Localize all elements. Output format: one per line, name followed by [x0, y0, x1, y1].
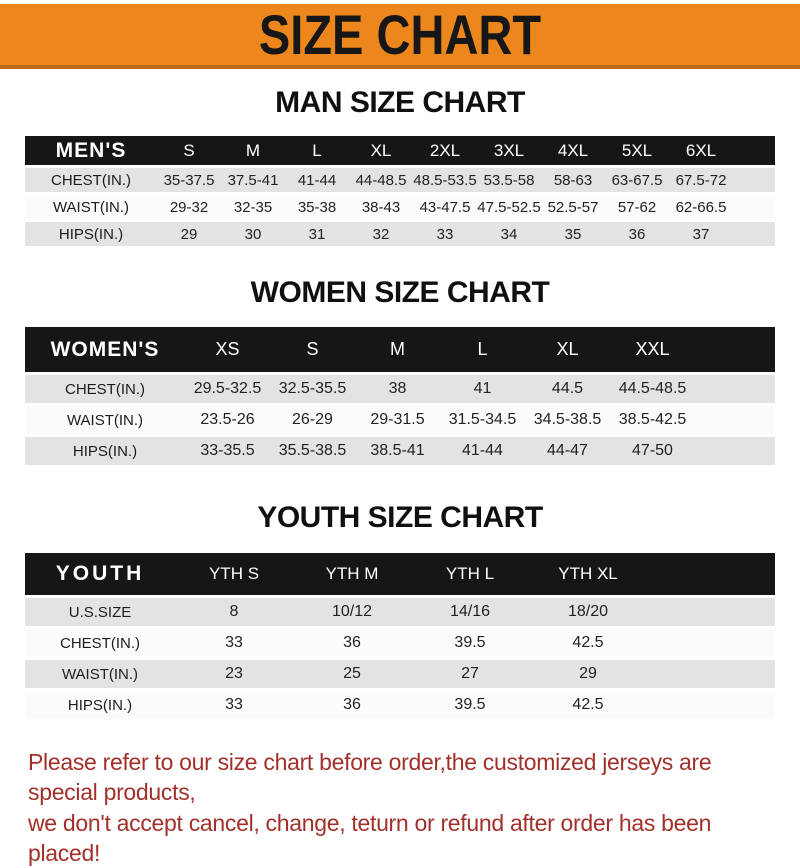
footer-disclaimer-line2: we don't accept cancel, change, teturn or refund after order has been placed! [28, 809, 712, 867]
column-header: 4XL [557, 140, 589, 160]
table-row [25, 406, 775, 434]
size-cell: 26-29 [292, 411, 333, 428]
size-cell: 33 [436, 225, 454, 243]
column-header: S [306, 339, 319, 359]
size-cell: 44-48.5 [355, 171, 407, 189]
spacer-cell [695, 437, 775, 465]
size-cell: 44.5-48.5 [618, 380, 687, 397]
size-cell: 42.5 [572, 696, 604, 713]
size-cell: 35 [564, 225, 582, 243]
size-cell: 29-32 [169, 198, 209, 216]
section-heading-youth: YOUTH SIZE CHART [257, 501, 543, 534]
column-header: 6XL [685, 140, 717, 160]
size-cell: 8 [229, 603, 239, 620]
table-row [25, 168, 775, 192]
spacer-cell [647, 598, 775, 626]
size-cell: 53.5-58 [483, 171, 535, 189]
size-cell: 39.5 [454, 696, 486, 713]
size-cell: 29 [180, 225, 198, 243]
size-cell: 27 [461, 665, 479, 682]
banner-title: SIZE CHART [258, 2, 542, 66]
size-cell: 35.5-38.5 [278, 442, 347, 459]
size-cell: 52.5-57 [547, 198, 599, 216]
youth-header-row [25, 553, 775, 595]
size-cell: 58-63 [553, 171, 593, 189]
spacer-cell [733, 222, 775, 246]
column-header: YTH L [445, 564, 495, 583]
size-cell: 10/12 [331, 603, 373, 620]
mens-header-row [25, 136, 775, 165]
table-row [25, 660, 775, 688]
size-cell: 44.5 [551, 380, 584, 397]
size-cell: 47.5-52.5 [477, 198, 541, 216]
size-cell: 32 [372, 225, 390, 243]
spacer-cell [647, 691, 775, 719]
size-cell: 31.5-34.5 [448, 411, 517, 428]
section-heading-women: WOMEN SIZE CHART [250, 276, 550, 309]
size-cell: 23.5-26 [200, 411, 255, 428]
spacer-cell [647, 660, 775, 688]
size-cell: 35-37.5 [163, 171, 215, 189]
size-cell: 37.5-41 [227, 171, 279, 189]
row-label: HIPS(IN.) [58, 225, 124, 243]
size-cell: 36 [343, 634, 361, 651]
column-header: XL [370, 140, 392, 160]
size-cell: 38-43 [361, 198, 401, 216]
size-cell: 32.5-35.5 [278, 380, 347, 397]
column-header: XS [215, 339, 240, 359]
size-cell: 62-66.5 [675, 198, 727, 216]
row-label: WAIST(IN.) [52, 198, 130, 216]
column-header: S [183, 140, 195, 160]
column-header: 2XL [429, 140, 461, 160]
row-label: WAIST(IN.) [66, 411, 144, 429]
row-label: HIPS(IN.) [72, 442, 138, 460]
youth-corner-label: YOUTH [55, 562, 145, 585]
column-header: 3XL [493, 140, 525, 160]
size-cell: 44-47 [547, 442, 588, 459]
size-cell: 14/16 [449, 603, 491, 620]
size-cell: 48.5-53.5 [413, 171, 477, 189]
table-row [25, 195, 775, 219]
size-cell: 23 [225, 665, 243, 682]
table-row [25, 691, 775, 719]
spacer-cell [647, 629, 775, 657]
column-header: YTH M [325, 564, 379, 583]
size-cell: 29 [579, 665, 597, 682]
size-cell: 33 [225, 634, 243, 651]
table-row [25, 375, 775, 403]
table-row [25, 629, 775, 657]
table-row [25, 222, 775, 246]
row-label: CHEST(IN.) [65, 380, 145, 398]
womens-header-row [25, 327, 775, 372]
size-cell: 29.5-32.5 [193, 380, 262, 397]
size-cell: 36 [628, 225, 646, 243]
size-cell: 31 [308, 225, 326, 243]
footer-disclaimer-line1: Please refer to our size chart before order,the customized jerseys are special products, [28, 749, 712, 806]
size-cell: 33-35.5 [200, 442, 255, 459]
size-cell: 67.5-72 [675, 171, 727, 189]
youth-size-table [25, 550, 775, 722]
spacer-cell [733, 195, 775, 219]
row-label: HIPS(IN.) [67, 696, 133, 714]
size-cell: 39.5 [454, 634, 486, 651]
size-cell: 30 [244, 225, 262, 243]
womens-size-table [25, 324, 775, 468]
size-cell: 34.5-38.5 [533, 411, 602, 428]
row-label: U.S.SIZE [68, 603, 132, 621]
row-label: CHEST(IN.) [60, 634, 140, 652]
spacer-cell [695, 406, 775, 434]
column-header: M [390, 339, 405, 359]
size-cell: 34 [500, 225, 518, 243]
size-cell: 41-44 [462, 442, 503, 459]
mens-corner-label: MEN'S [55, 138, 127, 162]
column-header: YTH XL [558, 564, 618, 583]
size-cell: 36 [343, 696, 361, 713]
size-cell: 42.5 [572, 634, 604, 651]
size-cell: 41-44 [297, 171, 337, 189]
size-cell: 35-38 [297, 198, 337, 216]
size-cell: 18/20 [567, 603, 609, 620]
size-cell: 25 [343, 665, 361, 682]
size-cell: 29-31.5 [370, 411, 425, 428]
size-cell: 47-50 [632, 442, 673, 459]
footer-disclaimer [28, 747, 780, 868]
column-header: 5XL [621, 140, 653, 160]
column-header: XXL [635, 339, 670, 359]
table-row [25, 437, 775, 465]
size-cell: 43-47.5 [419, 198, 471, 216]
mens-size-table [25, 133, 775, 249]
size-cell: 32-35 [233, 198, 273, 216]
size-cell: 63-67.5 [611, 171, 663, 189]
spacer-cell [733, 136, 775, 165]
size-cell: 37 [692, 225, 710, 243]
row-label: CHEST(IN.) [51, 171, 131, 189]
column-header: L [477, 339, 488, 359]
size-cell: 57-62 [617, 198, 657, 216]
column-header: YTH S [208, 564, 260, 583]
size-cell: 38 [388, 380, 407, 397]
row-label: WAIST(IN.) [61, 665, 139, 683]
womens-corner-label: WOMEN'S [50, 337, 160, 361]
column-header: M [245, 140, 261, 160]
spacer-cell [647, 553, 775, 595]
size-cell: 38.5-42.5 [618, 411, 687, 428]
column-header: XL [556, 339, 579, 359]
size-chart-banner [0, 4, 800, 69]
size-cell: 38.5-41 [370, 442, 425, 459]
size-cell: 33 [225, 696, 243, 713]
spacer-cell [695, 327, 775, 372]
size-cell: 41 [473, 380, 492, 397]
table-row [25, 598, 775, 626]
spacer-cell [733, 168, 775, 192]
spacer-cell [695, 375, 775, 403]
column-header: L [312, 140, 322, 160]
section-heading-man: MAN SIZE CHART [275, 86, 525, 119]
